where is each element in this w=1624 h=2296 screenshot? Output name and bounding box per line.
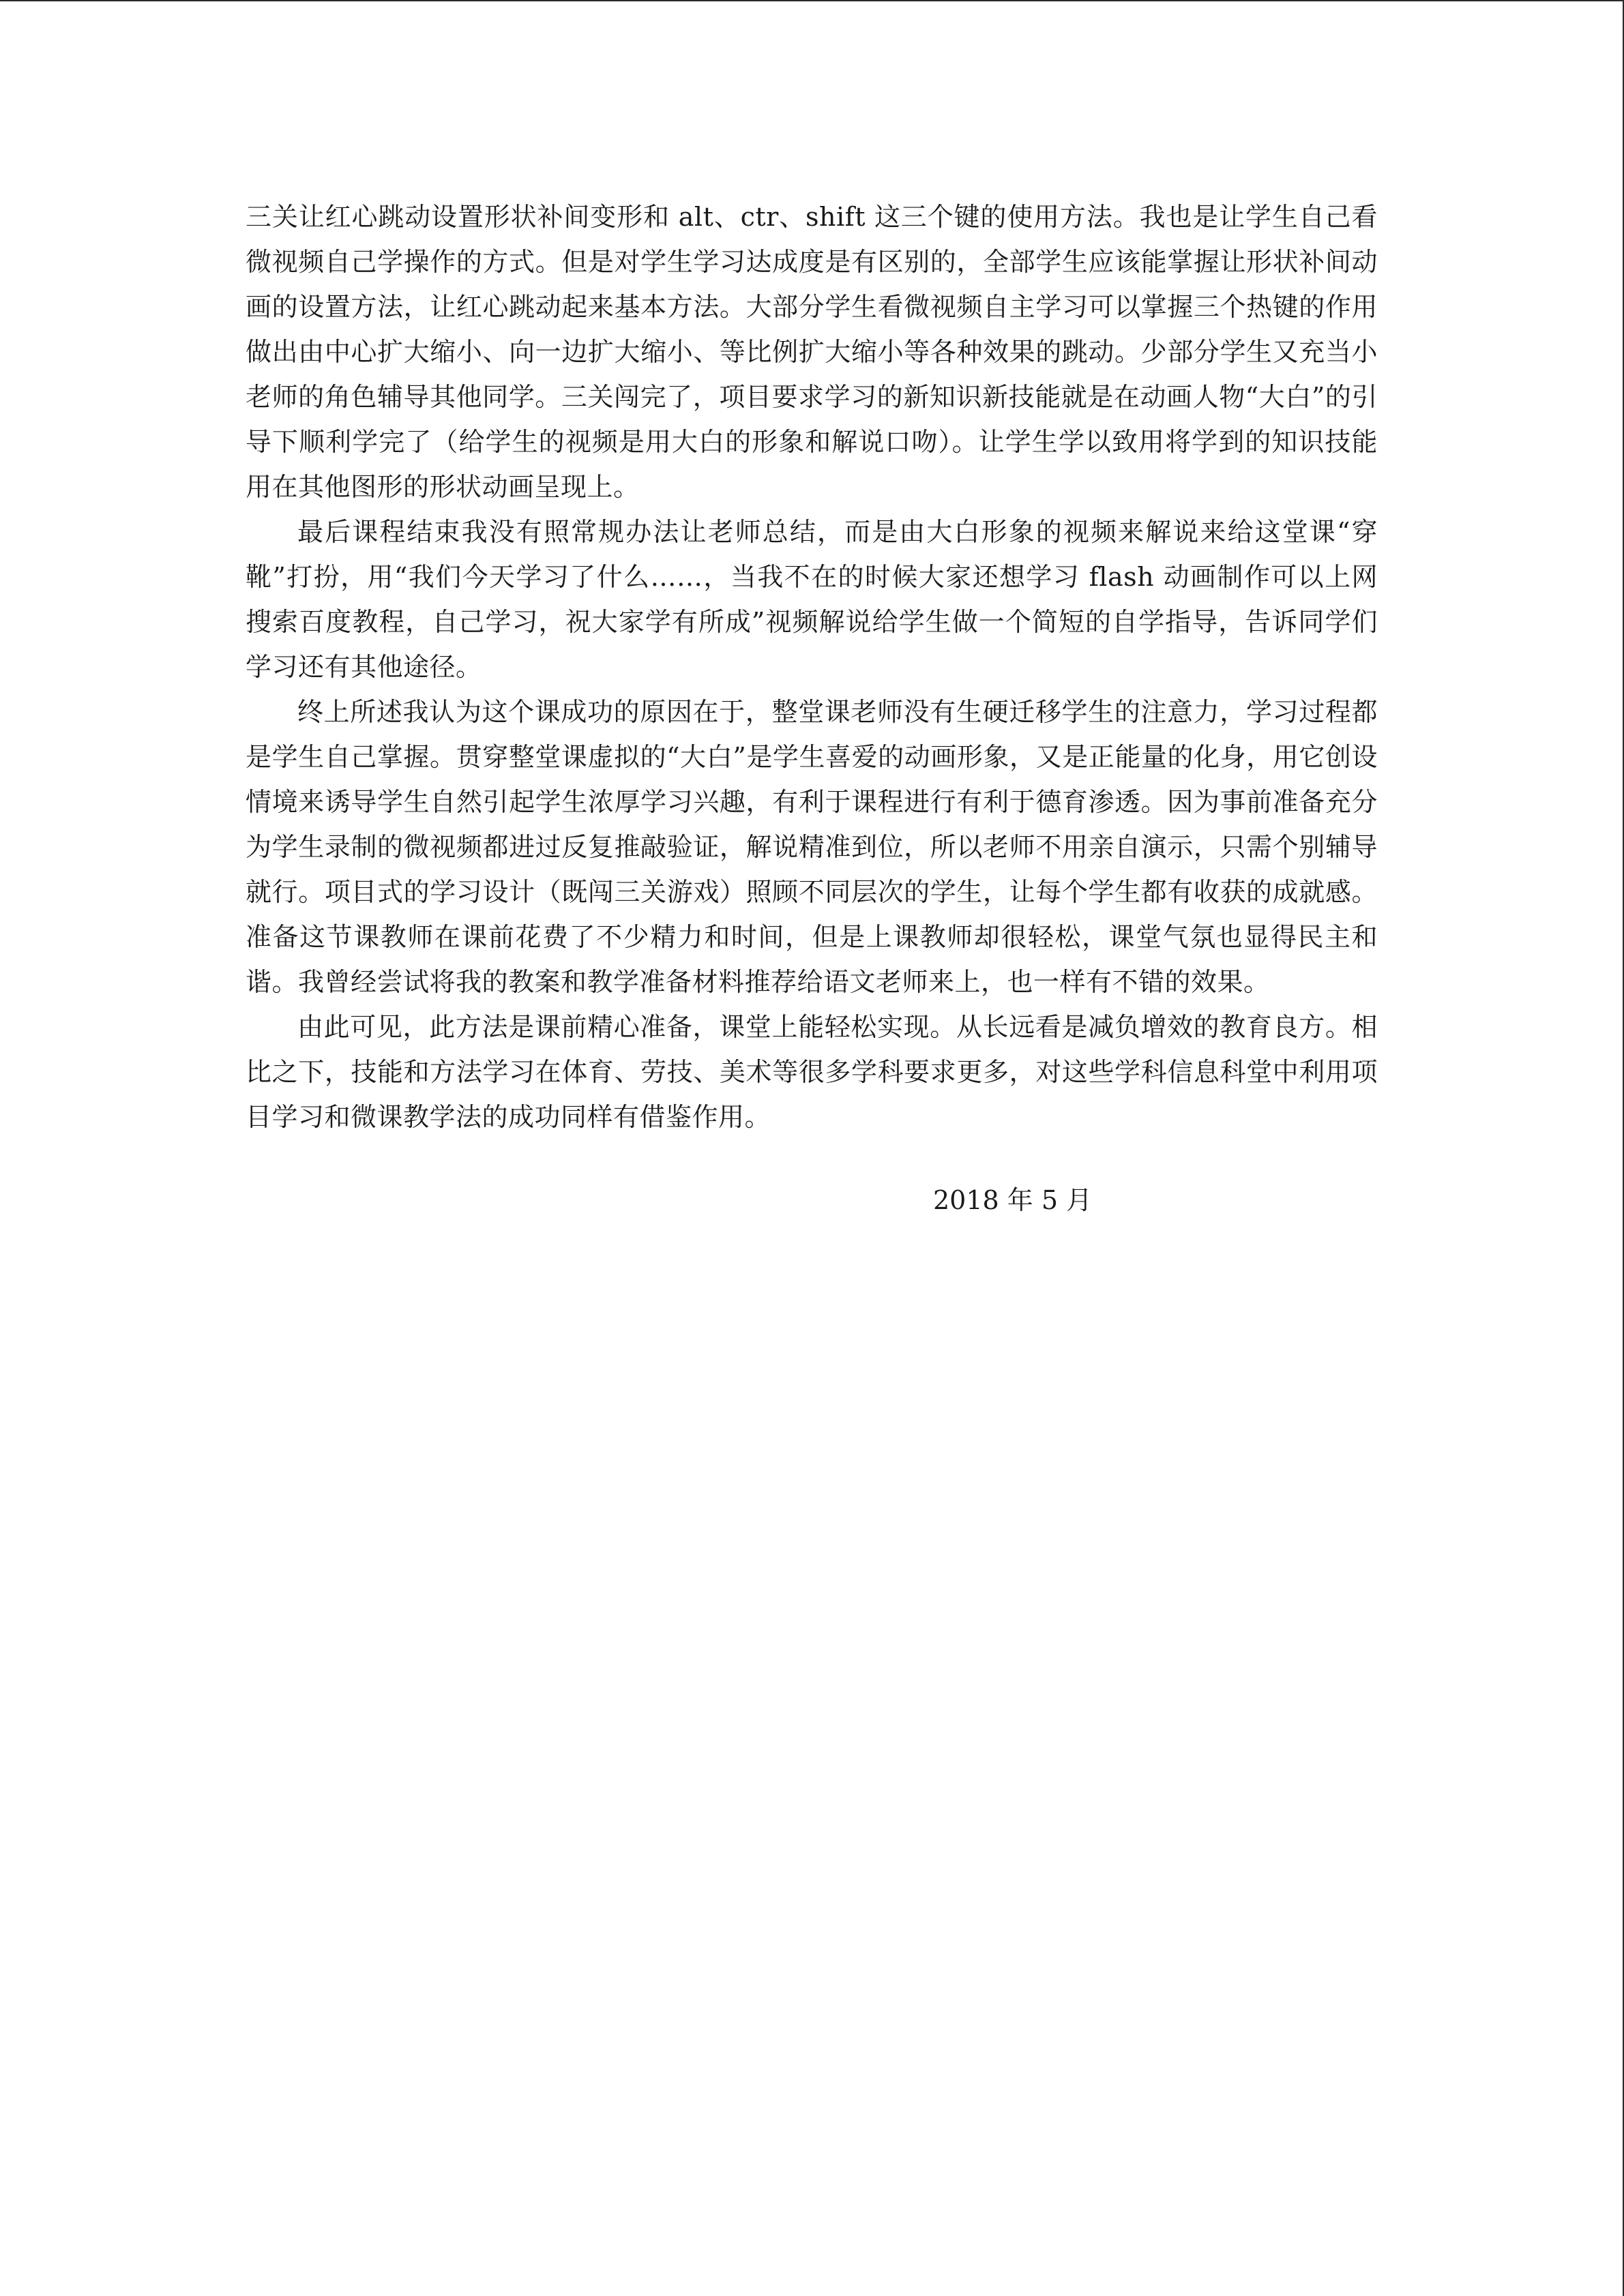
- paragraph-continued: 三关让红心跳动设置形状补间变形和 alt、ctr、shift 这三个键的使用方法。我也是让学生自己看微视频自己学操作的方式。但是对学生学习达成度是有区别的，全部学生应该能掌握让形状补间动画的设置方法，让红心跳动起来基本方法。大部分学生看微视频自主学习可以掌握三个热键的作用做出由中心扩大缩小、向一边扩大缩小、等比例扩大缩小等各种效果的跳动。少部分学生又充当小老师的角色辅导其他同学。三关闯完了，项目要求学习的新知识新技能就是在动画人物“大白”的引导下顺利学完了（给学生的视频是用大白的形象和解说口吻）。让学生学以致用将学到的知识技能用在其他图形的形状动画呈现上。: [246, 202, 1378, 502]
- paragraph-success-reasons: 终上所述我认为这个课成功的原因在于，整堂课老师没有生硬迁移学生的注意力，学习过程都是学生自己掌握。贯穿整堂课虚拟的“大白”是学生喜爱的动画形象，又是正能量的化身，用它创设情境来诱导学生自然引起学生浓厚学习兴趣，有利于课程进行有利于德育渗透。因为事前准备充分为学生录制的微视频都进过反复推敲验证，解说精准到位，所以老师不用亲自演示，只需个别辅导就行。项目式的学习设计（既闯三关游戏）照顾不同层次的学生，让每个学生都有收获的成就感。准备这节课教师在课前花费了不少精力和时间，但是上课教师却很轻松，课堂气氛也显得民主和谐。我曾经尝试将我的教案和教学准备材料推荐给语文老师来上，也一样有不错的效果。: [246, 697, 1378, 997]
- document-date: 2018 年 5 月: [933, 1185, 1093, 1215]
- paragraph-course-summary: 最后课程结束我没有照常规办法让老师总结，而是由大白形象的视频来解说来给这堂课“穿靴”打扮，用“我们今天学习了什么……，当我不在的时候大家还想学习 flash 动画制作可以上网搜索百度教程，自己学习，祝大家学有所成”视频解说给学生做一个简短的自学指导，告诉同学们学习还有其他途径。: [246, 517, 1378, 682]
- paragraph-conclusion: 由此可见，此方法是课前精心准备，课堂上能轻松实现。从长远看是减负增效的教育良方。相比之下，技能和方法学习在体育、劳技、美术等很多学科要求更多，对这些学科信息科堂中利用项目学习和微课教学法的成功同样有借鉴作用。: [246, 1012, 1378, 1132]
- document-body: [246, 194, 1378, 1139]
